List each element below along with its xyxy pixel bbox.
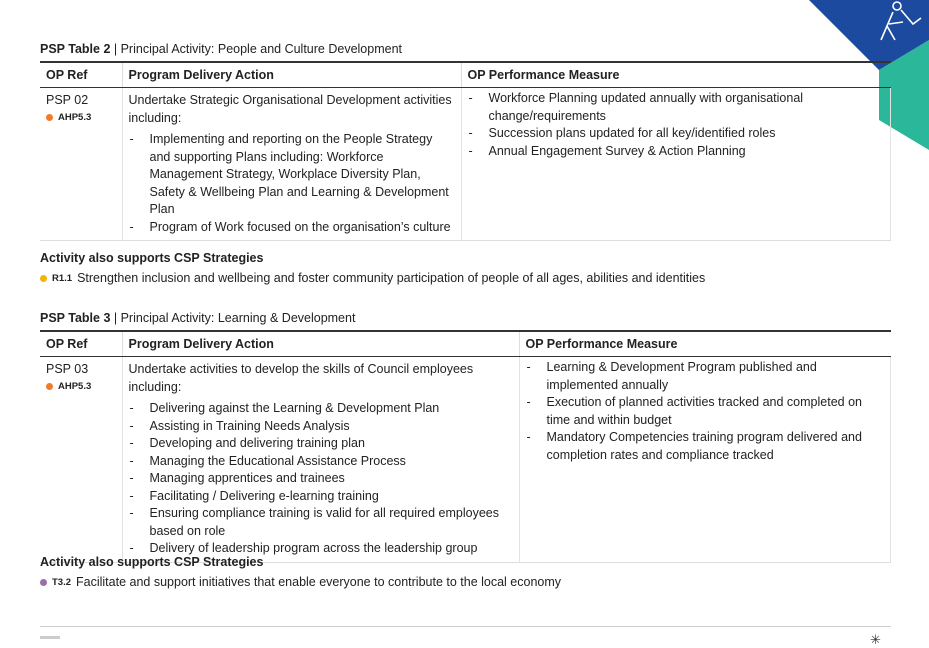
table3-title-rest: | Principal Activity: Learning & Development xyxy=(110,311,356,325)
list-item: - Delivering against the Learning & Development Plan xyxy=(129,400,513,418)
op-ref-value: PSP 02 xyxy=(46,93,89,107)
psp-table-2 xyxy=(40,61,891,241)
action-cell xyxy=(122,88,461,241)
list-item: - Facilitating / Delivering e-learning training xyxy=(129,488,513,506)
supports-heading-1: Activity also supports CSP Strategies xyxy=(40,251,264,265)
action-list xyxy=(129,131,455,236)
list-item: - Mandatory Competencies training program delivered and completion rates and compliance tracked xyxy=(526,429,885,464)
strategy-text: Strengthen inclusion and wellbeing and foster community participation of people of all ages, abilities and identities xyxy=(77,271,706,285)
list-item: - Assisting in Training Needs Analysis xyxy=(129,418,513,436)
list-item: - Annual Engagement Survey & Action Planning xyxy=(468,143,885,161)
footer-page-marker xyxy=(40,636,60,639)
action-cell xyxy=(122,357,519,563)
op-ref-cell xyxy=(40,88,122,241)
footer-divider xyxy=(40,626,891,627)
table3-title xyxy=(40,311,355,325)
sun-burst-icon: ✳ xyxy=(870,632,881,647)
table2-title xyxy=(40,42,402,56)
op-ref-code xyxy=(46,381,116,393)
measure-cell xyxy=(519,357,891,563)
list-item: - Succession plans updated for all key/identified roles xyxy=(468,125,885,143)
op-ref-code xyxy=(46,112,116,124)
list-item: - Developing and delivering training plan xyxy=(129,435,513,453)
table2-title-rest: | Principal Activity: People and Culture Development xyxy=(110,42,402,56)
list-item: - Ensuring compliance training is valid for all required employees based on role xyxy=(129,505,513,540)
supports-heading-2: Activity also supports CSP Strategies xyxy=(40,555,264,569)
list-item: - Implementing and reporting on the People Strategy and supporting Plans including: Workforce Management Strategy, Workplace Diversity Plan, Safety & Wellbeing Plan and Learning & Development Plan xyxy=(129,131,455,219)
op-ref-cell xyxy=(40,357,122,563)
measure-list xyxy=(468,90,885,160)
op-ref-code-label: AHP5.3 xyxy=(58,380,92,392)
op-ref-code-label: AHP5.3 xyxy=(58,111,92,123)
table-row xyxy=(40,88,891,241)
list-item: - Managing apprentices and trainees xyxy=(129,470,513,488)
action-intro: Undertake activities to develop the skills of Council employees including: xyxy=(128,362,474,394)
table2-title-bold: PSP Table 2 xyxy=(40,42,111,56)
action-list xyxy=(129,400,513,558)
list-item: - Managing the Educational Assistance Process xyxy=(129,453,513,471)
measure-list xyxy=(526,359,885,464)
table-row xyxy=(40,357,891,563)
orange-dot-icon xyxy=(46,383,53,390)
header-program-delivery-action: Program Delivery Action xyxy=(122,331,519,357)
psp-table-3 xyxy=(40,330,891,563)
list-item: - Workforce Planning updated annually with organisational change/requirements xyxy=(468,90,885,125)
op-ref-value: PSP 03 xyxy=(46,362,89,376)
list-item: - Program of Work focused on the organisation’s culture xyxy=(129,219,455,237)
supports-line-1 xyxy=(40,271,705,285)
table-header-row xyxy=(40,331,891,357)
header-op-ref: OP Ref xyxy=(40,62,122,88)
purple-dot-icon xyxy=(40,579,47,586)
strategy-code: R1.1 xyxy=(52,272,73,284)
header-program-delivery-action: Program Delivery Action xyxy=(122,62,461,88)
header-op-performance-measure: OP Performance Measure xyxy=(461,62,891,88)
supports-line-2 xyxy=(40,575,561,589)
list-item: - Execution of planned activities tracked and completed on time and within budget xyxy=(526,394,885,429)
measure-cell xyxy=(461,88,891,241)
table3-title-bold: PSP Table 3 xyxy=(40,311,111,325)
strategy-code: T3.2 xyxy=(52,576,72,588)
header-op-performance-measure: OP Performance Measure xyxy=(519,331,891,357)
header-op-ref: OP Ref xyxy=(40,331,122,357)
action-intro: Undertake Strategic Organisational Development activities including: xyxy=(128,93,452,125)
orange-dot-icon xyxy=(46,114,53,121)
list-item: - Delivery of leadership program across the leadership group xyxy=(129,540,513,558)
strategy-text: Facilitate and support initiatives that enable everyone to contribute to the local economy xyxy=(76,575,562,589)
gold-dot-icon xyxy=(40,275,47,282)
table-header-row xyxy=(40,62,891,88)
list-item: - Learning & Development Program published and implemented annually xyxy=(526,359,885,394)
